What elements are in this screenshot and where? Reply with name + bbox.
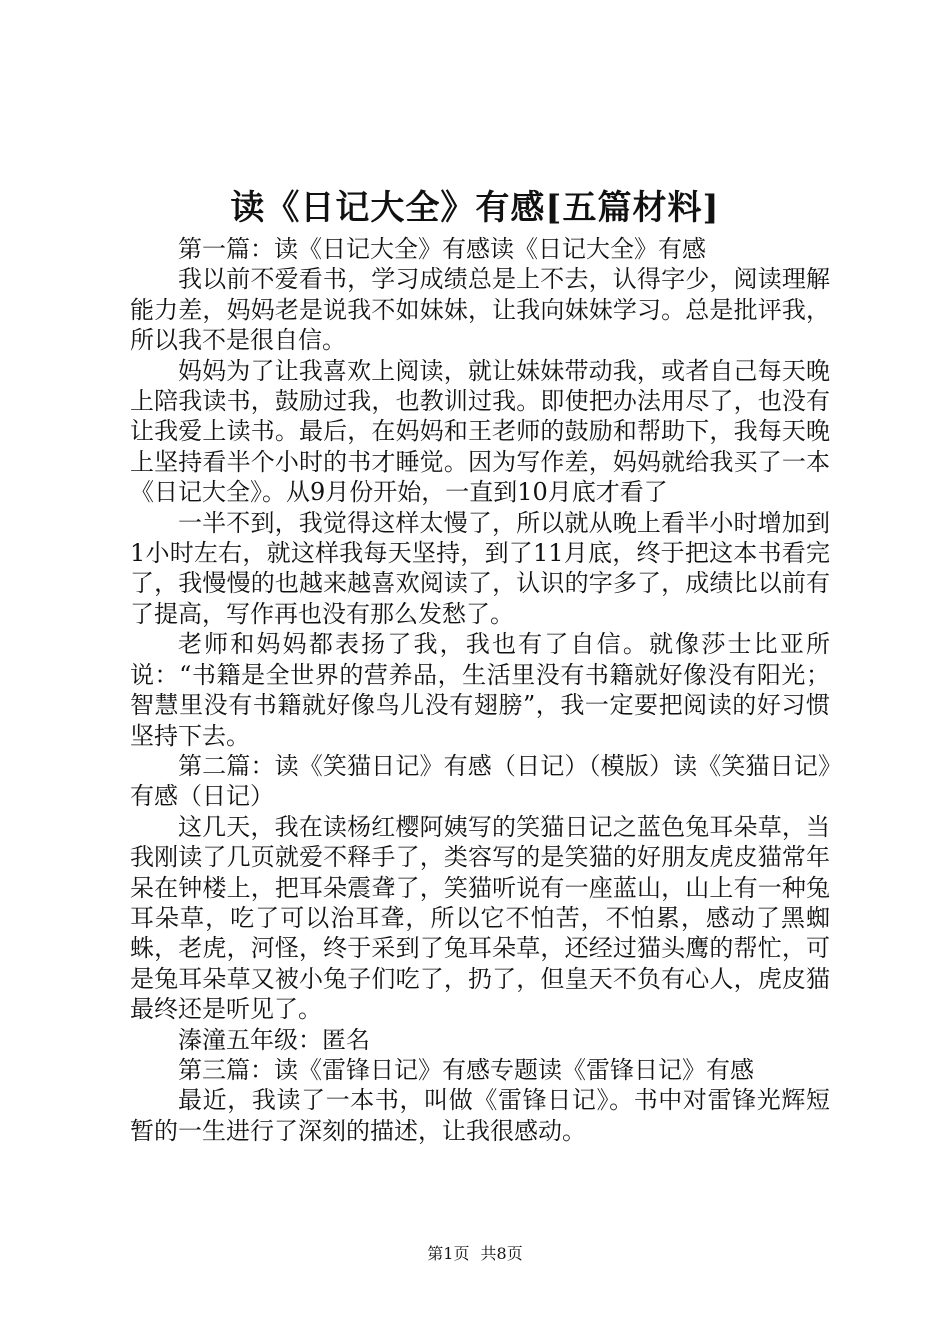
paragraph-part1-heading: 第一篇：读《日记大全》有感读《日记大全》有感	[178, 235, 706, 263]
paragraph: 最近，我读了一本书，叫做《雷锋日记》。书中对雷锋光辉短暂的一生进行了深刻的描述，让我很感动。	[130, 1086, 830, 1145]
author-line: 溱潼五年级：匿名	[178, 1025, 370, 1054]
paragraph-part2-heading: 第二篇：读《笑猫日记》有感（日记）（模版）读《笑猫日记》有感（日记）	[130, 751, 830, 811]
paragraph: 一半不到，我觉得这样太慢了，所以就从晚上看半小时增加到1小时左右，就这样我每天坚持，到了11月底，终于把这本书看完了，我慢慢的也越来越喜欢阅读了，认识的字多了，成绩比以前有了提高，写作再也没有那么发愁了。	[130, 508, 830, 628]
page-total: 共8页	[480, 1244, 523, 1263]
paragraph: 老师和妈妈都表扬了我，我也有了自信。就像莎士比亚所说：“书籍是全世界的营养品，生活里没有书籍就好像没有阳光；智慧里没有书籍就好像鸟儿没有翅膀”，我一定要把阅读的好习惯坚持下去。	[130, 630, 830, 750]
paragraph: 妈妈为了让我喜欢上阅读，就让妹妹带动我，或者自己每天晚上陪我读书，鼓励过我，也教训过我。即使把办法用尽了，也没有让我爱上读书。最后，在妈妈和王老师的鼓励和帮助下，我每天晚上坚持看半个小时的书才睡觉。因为写作差，妈妈就给我买了一本《日记大全》。从9月份开始，一直到10月底才看了	[130, 356, 830, 507]
paragraph-part3-heading: 第三篇：读《雷锋日记》有感专题读《雷锋日记》有感	[178, 1055, 754, 1084]
paragraph: 我以前不爱看书，学习成绩总是上不去，认得字少，阅读理解能力差，妈妈老是说我不如妹妹，让我向妹妹学习。总是批评我，所以我不是很自信。	[130, 265, 830, 355]
page-number: 第1页	[427, 1244, 470, 1263]
document-body	[130, 234, 830, 1146]
page-footer	[0, 1243, 950, 1265]
document-title: 读《日记大全》有感[五篇材料]	[230, 188, 720, 228]
paragraph: 这几天，我在读杨红樱阿姨写的笑猫日记之蓝色兔耳朵草，当我刚读了几页就爱不释手了，类容写的是笑猫的好朋友虎皮猫常年呆在钟楼上，把耳朵震聋了，笑猫听说有一座蓝山，山上有一种兔耳朵草，吃了可以治耳聋，所以它不怕苦，不怕累，感动了黑蜘蛛，老虎，河怪，终于采到了兔耳朵草，还经过猫头鹰的帮忙，可是兔耳朵草又被小兔子们吃了，扔了，但皇天不负有心人，虎皮猫最终还是听见了。	[130, 812, 830, 1024]
